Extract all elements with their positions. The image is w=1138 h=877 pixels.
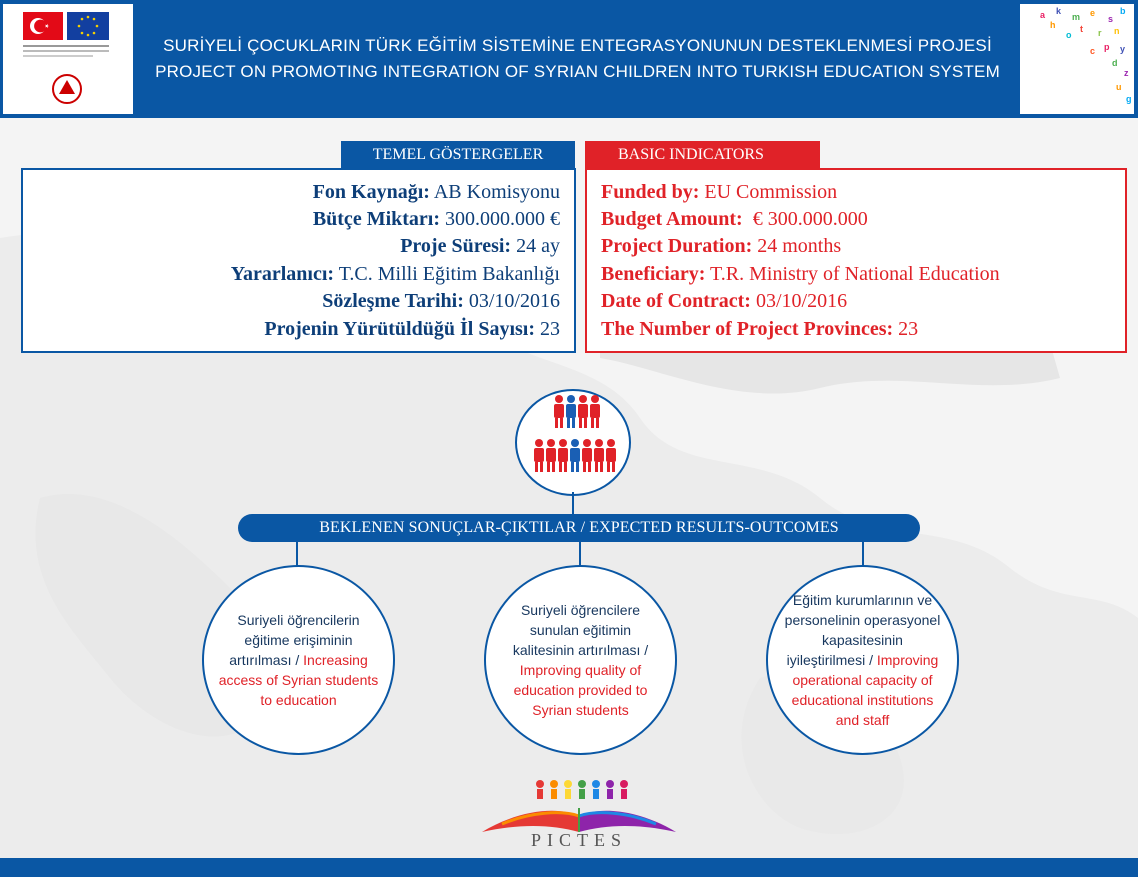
svg-text:g: g [1126, 94, 1132, 104]
connector-line [572, 492, 574, 514]
svg-text:a: a [1040, 10, 1046, 20]
svg-text:k: k [1056, 6, 1062, 16]
children-figures-icon [536, 780, 628, 799]
indicator-en-row: Beneficiary: T.R. Ministry of National Education [601, 263, 1000, 285]
indicator-en-row: Budget Amount: € 300.000.000 [601, 208, 868, 230]
indicator-tr-row: Projenin Yürütüldüğü İl Sayısı: 23 [264, 318, 560, 340]
people-group-icon [515, 389, 631, 496]
svg-text:o: o [1066, 30, 1072, 40]
header-bar [0, 0, 1138, 118]
svg-text:b: b [1120, 6, 1126, 16]
pictes-logo-text: PICTES [530, 830, 627, 850]
indicator-tr-row: Fon Kaynağı: AB Komisyonu [312, 181, 560, 203]
indicators-en-box [585, 168, 1127, 353]
svg-text:h: h [1050, 20, 1056, 30]
indicator-tr-row: Bütçe Miktarı: 300.000.000 € [312, 208, 560, 230]
svg-text:t: t [1080, 24, 1083, 34]
indicator-tr-row: Yararlanıcı: T.C. Milli Eğitim Bakanlığı [230, 263, 560, 285]
svg-text:p: p [1104, 42, 1110, 52]
header-title-en: PROJECT ON PROMOTING INTEGRATION OF SYRIAN CHILDREN INTO TURKISH EDUCATION SYSTEM [155, 62, 1000, 81]
confetti-decoration [1020, 4, 1134, 114]
indicators-tr-box [21, 168, 576, 353]
svg-text:d: d [1112, 58, 1118, 68]
tab-temel-gostergeler: TEMEL GÖSTERGELER [341, 141, 575, 168]
svg-text:c: c [1090, 46, 1096, 56]
indicator-tr-row: Proje Süresi: 24 ay [400, 235, 560, 257]
header-title-tr: SURİYELİ ÇOCUKLARIN TÜRK EĞİTİM SİSTEMİNE ENTEGRASYONUNUN DESTEKLENMESİ PROJESİ [163, 36, 992, 55]
svg-text:u: u [1116, 82, 1122, 92]
svg-text:n: n [1114, 26, 1120, 36]
indicator-en-row: Date of Contract: 03/10/2016 [601, 290, 848, 312]
svg-text:e: e [1090, 8, 1096, 18]
indicator-en-row: Project Duration: 24 months [601, 235, 842, 257]
indicator-en-row: The Number of Project Provinces: 23 [601, 318, 919, 340]
svg-text:z: z [1124, 68, 1129, 78]
svg-text:y: y [1120, 44, 1126, 54]
indicator-en-row: Funded by: EU Commission [601, 181, 838, 203]
footer-bar [0, 858, 1138, 877]
outcome-circle-access: Suriyeli öğrencilerin eğitime erişiminin artırılması / Increasing access of Syrian students to education [202, 565, 395, 755]
svg-text:s: s [1108, 14, 1114, 24]
outcome-circle-capacity: Eğitim kurumlarının ve personelinin operasyonel kapasitesinin iyileştirilmesi / Improving operational capacity of educational institutions and staff [766, 565, 959, 755]
indicator-tr-row: Sözleşme Tarihi: 03/10/2016 [322, 290, 560, 312]
expected-results-banner: BEKLENEN SONUÇLAR-ÇIKTILAR / EXPECTED RESULTS-OUTCOMES [238, 514, 920, 542]
partner-logos [3, 4, 133, 114]
svg-text:m: m [1072, 12, 1081, 22]
svg-text:r: r [1098, 28, 1102, 38]
outcome-circle-quality: Suriyeli öğrencilere sunulan eğitimin kalitesinin artırılması / Improving quality of education provided to Syrian students [484, 565, 677, 755]
tab-basic-indicators: BASIC INDICATORS [585, 141, 820, 168]
